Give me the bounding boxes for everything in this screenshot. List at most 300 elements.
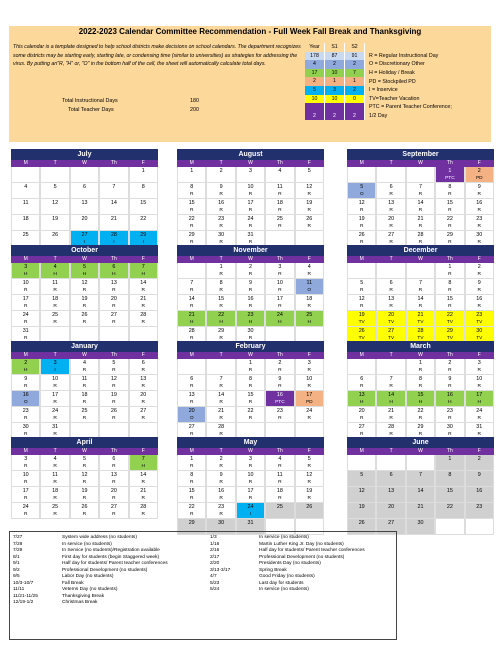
day-cell[interactable] (40, 279, 69, 294)
day-cell[interactable] (129, 487, 158, 502)
day-cell[interactable] (11, 487, 40, 502)
day-cell[interactable] (177, 423, 206, 438)
day-code (407, 479, 434, 487)
day-cell[interactable] (435, 295, 464, 310)
day-cell[interactable] (177, 263, 206, 278)
day-cell[interactable] (99, 471, 128, 486)
day-cell[interactable] (406, 215, 435, 230)
day-cell[interactable] (11, 375, 40, 390)
note-text: Good Friday (no students) (259, 574, 315, 579)
day-cell[interactable] (177, 375, 206, 390)
day-cell[interactable] (465, 471, 494, 486)
day-cell[interactable] (129, 183, 158, 198)
day-cell[interactable] (295, 167, 324, 182)
day-cell[interactable] (129, 423, 158, 438)
day-cell[interactable] (70, 375, 99, 390)
day-cell[interactable] (40, 311, 69, 326)
day-cell[interactable] (435, 359, 464, 374)
day-cell[interactable] (347, 167, 376, 182)
day-cell[interactable] (99, 311, 128, 326)
day-cell[interactable] (129, 455, 158, 470)
day-cell[interactable] (406, 471, 435, 486)
day-cell[interactable] (206, 471, 235, 486)
day-cell[interactable] (206, 183, 235, 198)
day-cell[interactable] (435, 183, 464, 198)
day-cell[interactable] (236, 167, 265, 182)
day-cell[interactable] (129, 167, 158, 182)
day-cell[interactable] (265, 455, 294, 470)
day-cell[interactable] (129, 311, 158, 326)
day-cell[interactable] (465, 311, 494, 326)
day-cell[interactable] (435, 407, 464, 422)
day-cell[interactable] (465, 375, 494, 390)
day-cell[interactable] (295, 375, 324, 390)
day-cell[interactable] (265, 375, 294, 390)
day-cell[interactable] (265, 471, 294, 486)
day-cell[interactable] (435, 263, 464, 278)
day-cell[interactable] (206, 167, 235, 182)
day-code: R (389, 223, 393, 229)
day-cell[interactable] (435, 423, 464, 438)
day-cell[interactable] (11, 199, 40, 214)
day-cell[interactable] (295, 311, 324, 326)
day-cell[interactable] (177, 167, 206, 182)
day-cell[interactable] (99, 487, 128, 502)
day-cell[interactable] (70, 503, 99, 518)
day-cell[interactable] (40, 407, 69, 422)
day-cell[interactable] (70, 455, 99, 470)
day-cell[interactable] (129, 215, 158, 230)
day-cell[interactable] (406, 359, 435, 374)
day-cell[interactable] (70, 279, 99, 294)
day-cell[interactable] (347, 487, 376, 502)
day-cell[interactable] (295, 391, 324, 406)
day-code: R (248, 399, 253, 405)
day-cell[interactable] (347, 471, 376, 486)
day-cell[interactable] (236, 471, 265, 486)
day-cell[interactable] (206, 295, 235, 310)
day-cell[interactable] (11, 279, 40, 294)
day-cell[interactable] (376, 359, 405, 374)
day-cell[interactable] (435, 519, 464, 534)
day-cell[interactable] (406, 503, 435, 518)
day-cell[interactable] (70, 487, 99, 502)
day-cell[interactable] (406, 295, 435, 310)
day-cell[interactable] (99, 183, 128, 198)
day-cell[interactable] (376, 311, 405, 326)
day-cell[interactable] (70, 311, 99, 326)
day-cell[interactable] (70, 327, 99, 342)
day-cell[interactable] (40, 183, 69, 198)
day-cell[interactable] (435, 487, 464, 502)
day-cell[interactable] (236, 231, 265, 246)
day-cell[interactable] (435, 455, 464, 470)
day-cell[interactable] (465, 167, 494, 182)
day-cell[interactable] (465, 423, 494, 438)
day-cell[interactable] (265, 311, 294, 326)
day-cell[interactable] (435, 391, 464, 406)
day-cell[interactable] (99, 391, 128, 406)
day-cell[interactable] (206, 391, 235, 406)
day-cell[interactable] (376, 391, 405, 406)
day-cell[interactable] (129, 279, 158, 294)
day-cell[interactable] (206, 375, 235, 390)
day-cell[interactable] (347, 263, 376, 278)
day-cell[interactable] (376, 327, 405, 342)
day-cell[interactable] (295, 359, 324, 374)
day-cell[interactable] (265, 215, 294, 230)
day-cell[interactable] (11, 183, 40, 198)
day-cell[interactable] (40, 423, 69, 438)
day-cell[interactable] (376, 423, 405, 438)
day-cell[interactable] (99, 167, 128, 182)
day-number: 28 (110, 232, 117, 238)
day-cell[interactable] (40, 455, 69, 470)
day-cell[interactable] (206, 279, 235, 294)
day-cell[interactable] (435, 327, 464, 342)
day-cell[interactable] (265, 167, 294, 182)
day-cell[interactable] (376, 295, 405, 310)
day-cell[interactable] (236, 375, 265, 390)
day-cell[interactable] (265, 279, 294, 294)
day-cell[interactable] (129, 231, 158, 246)
day-cell[interactable] (236, 215, 265, 230)
day-cell[interactable] (236, 311, 265, 326)
day-cell[interactable] (70, 199, 99, 214)
day-cell[interactable] (99, 407, 128, 422)
day-cell[interactable] (347, 327, 376, 342)
day-cell[interactable] (236, 503, 265, 518)
day-cell[interactable] (206, 311, 235, 326)
day-cell[interactable] (347, 231, 376, 246)
day-cell[interactable] (177, 295, 206, 310)
day-cell[interactable] (99, 375, 128, 390)
day-cell[interactable] (40, 487, 69, 502)
day-cell[interactable] (295, 503, 324, 518)
day-number: 26 (52, 232, 59, 238)
day-cell[interactable] (129, 327, 158, 342)
day-cell[interactable] (129, 359, 158, 374)
day-cell[interactable] (11, 327, 40, 342)
day-cell[interactable] (129, 199, 158, 214)
day-cell[interactable] (465, 183, 494, 198)
day-cell[interactable] (376, 375, 405, 390)
day-cell[interactable] (376, 455, 405, 470)
day-cell[interactable] (376, 503, 405, 518)
day-cell[interactable] (40, 199, 69, 214)
day-cell[interactable] (70, 407, 99, 422)
day-cell[interactable] (465, 231, 494, 246)
day-cell[interactable] (465, 391, 494, 406)
day-cell[interactable] (236, 327, 265, 342)
day-cell[interactable] (11, 455, 40, 470)
day-cell[interactable] (177, 199, 206, 214)
day-cell[interactable] (177, 311, 206, 326)
day-cell[interactable] (465, 279, 494, 294)
day-cell[interactable] (376, 215, 405, 230)
day-number: 24 (52, 408, 59, 414)
day-cell[interactable] (206, 263, 235, 278)
day-cell[interactable] (11, 167, 40, 182)
day-cell[interactable] (236, 295, 265, 310)
day-cell[interactable] (406, 391, 435, 406)
day-cell[interactable] (236, 407, 265, 422)
day-code: R (112, 479, 116, 485)
day-cell[interactable] (206, 327, 235, 342)
day-cell[interactable] (40, 391, 69, 406)
day-cell[interactable] (40, 215, 69, 230)
day-cell[interactable] (177, 231, 206, 246)
day-cell[interactable] (236, 359, 265, 374)
day-cell[interactable] (435, 215, 464, 230)
day-cell[interactable] (376, 183, 405, 198)
day-cell[interactable] (177, 359, 206, 374)
day-cell[interactable] (129, 471, 158, 486)
day-cell[interactable] (406, 311, 435, 326)
day-cell[interactable] (376, 279, 405, 294)
day-cell[interactable] (406, 423, 435, 438)
day-cell[interactable] (465, 487, 494, 502)
day-cell[interactable] (177, 391, 206, 406)
day-cell[interactable] (40, 231, 69, 246)
day-cell[interactable] (11, 471, 40, 486)
day-cell[interactable] (11, 391, 40, 406)
day-cell[interactable] (236, 183, 265, 198)
day-cell[interactable] (129, 407, 158, 422)
day-cell[interactable] (177, 279, 206, 294)
day-cell[interactable] (236, 279, 265, 294)
day-cell[interactable] (376, 471, 405, 486)
day-cell[interactable] (435, 503, 464, 518)
day-cell[interactable] (177, 183, 206, 198)
day-cell[interactable] (465, 359, 494, 374)
day-cell[interactable] (70, 471, 99, 486)
day-cell[interactable] (376, 167, 405, 182)
day-cell[interactable] (40, 375, 69, 390)
day-cell[interactable] (236, 423, 265, 438)
day-cell[interactable] (265, 263, 294, 278)
day-cell[interactable] (347, 359, 376, 374)
day-cell[interactable] (99, 359, 128, 374)
day-cell[interactable] (70, 183, 99, 198)
day-cell[interactable] (236, 455, 265, 470)
day-number: 25 (306, 312, 313, 318)
day-cell[interactable] (206, 359, 235, 374)
day-cell[interactable] (295, 199, 324, 214)
day-cell[interactable] (465, 295, 494, 310)
day-cell[interactable] (40, 263, 69, 278)
day-cell[interactable] (406, 487, 435, 502)
day-cell[interactable] (177, 487, 206, 502)
day-cell[interactable] (465, 327, 494, 342)
day-cell[interactable] (11, 311, 40, 326)
day-cell[interactable] (40, 167, 69, 182)
day-cell[interactable] (347, 375, 376, 390)
day-cell[interactable] (295, 471, 324, 486)
day-cell[interactable] (406, 167, 435, 182)
day-cell[interactable] (177, 327, 206, 342)
day-cell[interactable] (99, 231, 128, 246)
day-cell[interactable] (376, 231, 405, 246)
day-cell[interactable] (11, 423, 40, 438)
day-cell[interactable] (99, 215, 128, 230)
day-cell[interactable] (11, 231, 40, 246)
day-cell[interactable] (11, 263, 40, 278)
day-cell[interactable] (70, 391, 99, 406)
day-cell[interactable] (295, 327, 324, 342)
day-cell[interactable] (206, 503, 235, 518)
day-cell[interactable] (295, 455, 324, 470)
day-cell[interactable] (265, 487, 294, 502)
day-cell[interactable] (70, 359, 99, 374)
day-cell[interactable] (70, 215, 99, 230)
day-cell[interactable] (129, 391, 158, 406)
day-cell[interactable] (295, 231, 324, 246)
day-cell[interactable] (236, 487, 265, 502)
day-cell[interactable] (376, 199, 405, 214)
weekday-label: Th (446, 352, 453, 358)
day-cell[interactable] (236, 391, 265, 406)
day-cell[interactable] (435, 279, 464, 294)
day-cell[interactable] (465, 519, 494, 534)
day-cell[interactable] (347, 183, 376, 198)
day-cell[interactable] (265, 391, 294, 406)
day-cell[interactable] (295, 423, 324, 438)
day-cell[interactable] (406, 183, 435, 198)
day-cell[interactable] (99, 455, 128, 470)
day-cell[interactable] (465, 455, 494, 470)
day-cell[interactable] (129, 503, 158, 518)
day-cell[interactable] (206, 423, 235, 438)
day-cell[interactable] (177, 503, 206, 518)
day-cell[interactable] (40, 503, 69, 518)
day-cell[interactable] (406, 263, 435, 278)
day-cell[interactable] (347, 503, 376, 518)
day-cell[interactable] (206, 487, 235, 502)
day-cell[interactable] (99, 295, 128, 310)
day-cell[interactable] (70, 263, 99, 278)
day-cell[interactable] (40, 471, 69, 486)
day-cell[interactable] (347, 295, 376, 310)
day-cell[interactable] (406, 327, 435, 342)
day-cell[interactable] (435, 199, 464, 214)
day-cell[interactable] (406, 375, 435, 390)
day-cell[interactable] (177, 215, 206, 230)
day-cell[interactable] (70, 231, 99, 246)
day-cell[interactable] (99, 279, 128, 294)
day-cell[interactable] (295, 279, 324, 294)
day-cell[interactable] (406, 519, 435, 534)
day-cell[interactable] (40, 327, 69, 342)
day-cell[interactable] (406, 231, 435, 246)
day-cell[interactable] (265, 327, 294, 342)
day-cell[interactable] (265, 423, 294, 438)
day-cell[interactable] (295, 215, 324, 230)
day-cell[interactable] (435, 471, 464, 486)
day-cell[interactable] (129, 295, 158, 310)
day-cell[interactable] (465, 199, 494, 214)
day-code: R (248, 495, 253, 501)
day-cell[interactable] (99, 423, 128, 438)
day-cell[interactable] (206, 199, 235, 214)
day-cell[interactable] (206, 215, 235, 230)
day-cell[interactable] (295, 295, 324, 310)
day-cell[interactable] (465, 503, 494, 518)
day-cell[interactable] (347, 215, 376, 230)
day-cell[interactable] (11, 295, 40, 310)
day-cell[interactable] (11, 359, 40, 374)
day-cell[interactable] (206, 407, 235, 422)
day-cell[interactable] (406, 199, 435, 214)
day-cell[interactable] (70, 423, 99, 438)
day-cell[interactable] (99, 263, 128, 278)
day-cell[interactable] (347, 391, 376, 406)
day-cell[interactable] (465, 263, 494, 278)
day-cell[interactable] (129, 375, 158, 390)
day-cell[interactable] (295, 487, 324, 502)
day-cell[interactable] (347, 423, 376, 438)
day-cell[interactable] (435, 375, 464, 390)
day-cell[interactable] (70, 167, 99, 182)
day-cell[interactable] (406, 407, 435, 422)
day-cell[interactable] (347, 199, 376, 214)
day-cell[interactable] (236, 263, 265, 278)
day-cell[interactable] (347, 311, 376, 326)
day-cell[interactable] (376, 487, 405, 502)
day-cell[interactable] (70, 295, 99, 310)
day-cell[interactable] (177, 407, 206, 422)
day-cell[interactable] (295, 183, 324, 198)
day-cell[interactable] (11, 503, 40, 518)
day-cell[interactable] (99, 503, 128, 518)
day-cell[interactable] (40, 295, 69, 310)
day-cell[interactable] (265, 359, 294, 374)
day-cell[interactable] (435, 167, 464, 182)
day-cell[interactable] (11, 407, 40, 422)
day-cell[interactable] (236, 199, 265, 214)
day-cell[interactable] (177, 471, 206, 486)
day-cell[interactable] (435, 231, 464, 246)
day-cell[interactable] (265, 295, 294, 310)
day-cell[interactable] (11, 215, 40, 230)
day-cell[interactable] (265, 407, 294, 422)
day-cell[interactable] (265, 503, 294, 518)
day-cell[interactable] (376, 263, 405, 278)
day-cell[interactable] (295, 263, 324, 278)
day-cell[interactable] (40, 359, 69, 374)
day-cell[interactable] (206, 231, 235, 246)
day-cell[interactable] (295, 407, 324, 422)
day-cell[interactable] (206, 455, 235, 470)
day-cell[interactable] (347, 279, 376, 294)
day-cell[interactable] (406, 279, 435, 294)
day-cell[interactable] (376, 407, 405, 422)
day-cell[interactable] (465, 407, 494, 422)
day-cell[interactable] (265, 231, 294, 246)
day-cell[interactable] (129, 263, 158, 278)
day-cell[interactable] (265, 183, 294, 198)
day-cell[interactable] (99, 327, 128, 342)
day-cell[interactable] (177, 455, 206, 470)
day-cell[interactable] (465, 215, 494, 230)
day-cell[interactable] (435, 311, 464, 326)
day-cell[interactable] (406, 455, 435, 470)
day-code: TV (476, 319, 483, 325)
day-cell[interactable] (347, 407, 376, 422)
day-cell[interactable] (265, 199, 294, 214)
day-cell[interactable] (99, 199, 128, 214)
day-cell[interactable] (347, 455, 376, 470)
